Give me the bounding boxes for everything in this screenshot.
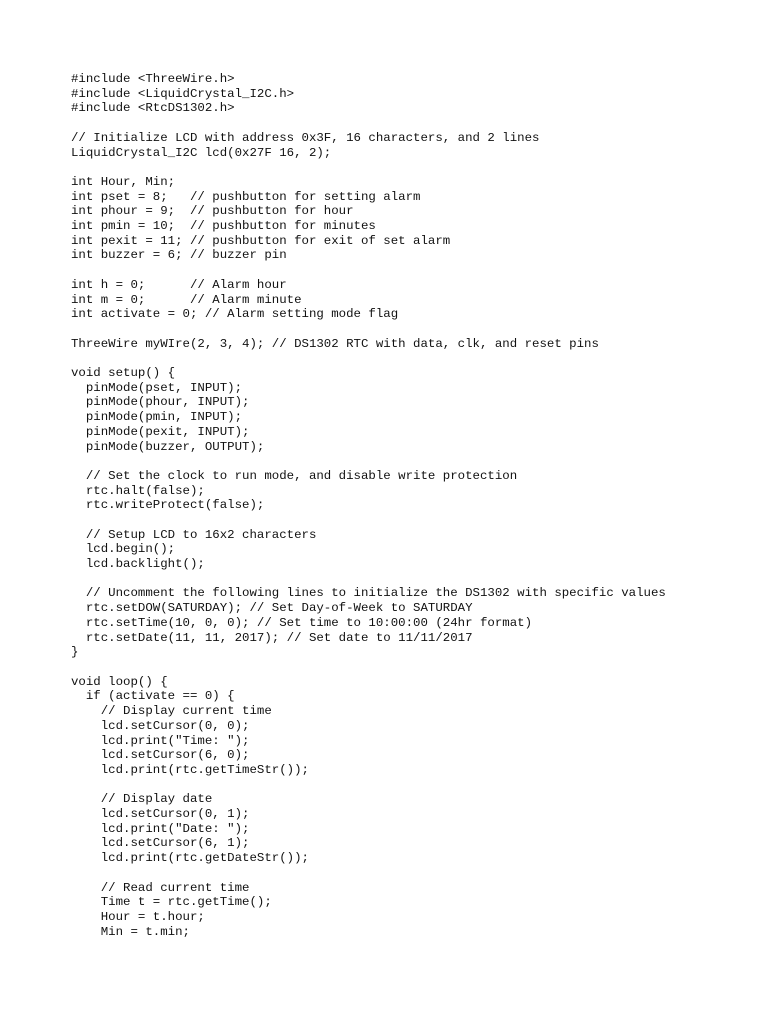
code-line: ThreeWire myWIre(2, 3, 4); // DS1302 RTC with data, clk, and reset pins bbox=[71, 336, 599, 351]
code-line: // Set the clock to run mode, and disable write protection bbox=[71, 468, 518, 483]
code-listing bbox=[71, 72, 666, 939]
code-line bbox=[71, 116, 666, 131]
code-line: // Uncomment the following lines to initialize the DS1302 with specific values bbox=[71, 586, 666, 601]
code-line: // Initialize LCD with address 0x3F, 16 characters, and 2 lines bbox=[71, 130, 540, 145]
code-line: // Display date bbox=[71, 792, 213, 807]
code-line: // Display current time bbox=[71, 704, 272, 719]
code-line: lcd.setCursor(0, 0); bbox=[71, 718, 250, 733]
code-line bbox=[71, 263, 666, 278]
code-line: if (activate == 0) { bbox=[71, 689, 235, 704]
code-line: rtc.setTime(10, 0, 0); // Set time to 10:00:00 (24hr format) bbox=[71, 615, 533, 630]
code-line: #include <RtcDS1302.h> bbox=[71, 101, 235, 116]
code-line: int activate = 0; // Alarm setting mode flag bbox=[71, 307, 399, 322]
code-line bbox=[71, 778, 666, 793]
code-line: int pmin = 10; // pushbutton for minutes bbox=[71, 219, 376, 233]
code-line: pinMode(phour, INPUT); bbox=[71, 395, 250, 410]
code-line: #include <ThreeWire.h> bbox=[71, 72, 235, 86]
code-line: lcd.print("Date: "); bbox=[71, 821, 250, 836]
code-line: pinMode(pexit, INPUT); bbox=[71, 424, 250, 439]
code-line: pinMode(buzzer, OUTPUT); bbox=[71, 439, 265, 454]
code-line bbox=[71, 160, 666, 175]
code-line: int Hour, Min; bbox=[71, 174, 176, 189]
code-line: Hour = t.hour; bbox=[71, 909, 205, 924]
code-line: lcd.print(rtc.getTimeStr()); bbox=[71, 762, 309, 777]
code-line bbox=[71, 572, 666, 587]
code-line: lcd.setCursor(6, 0); bbox=[71, 748, 250, 763]
code-line bbox=[71, 454, 666, 469]
code-line bbox=[71, 351, 666, 366]
code-line: } bbox=[71, 645, 79, 660]
code-line: int buzzer = 6; // buzzer pin bbox=[71, 248, 287, 263]
code-line bbox=[71, 513, 666, 528]
code-line: lcd.print(rtc.getDateStr()); bbox=[71, 851, 309, 866]
code-line: lcd.begin(); bbox=[71, 542, 176, 557]
code-line: lcd.setCursor(6, 1); bbox=[71, 836, 250, 851]
code-line: rtc.setDate(11, 11, 2017); // Set date to 11/11/2017 bbox=[71, 630, 473, 645]
code-line bbox=[71, 322, 666, 337]
code-line: pinMode(pset, INPUT); bbox=[71, 380, 243, 395]
code-line: // Setup LCD to 16x2 characters bbox=[71, 527, 317, 542]
code-line: pinMode(pmin, INPUT); bbox=[71, 410, 243, 425]
code-line: int pset = 8; // pushbutton for setting alarm bbox=[71, 189, 421, 204]
code-line bbox=[71, 660, 666, 675]
code-line: #include <LiquidCrystal_I2C.h> bbox=[71, 86, 295, 101]
code-line: int pexit = 11; // pushbutton for exit of set alarm bbox=[71, 233, 451, 248]
code-line: int phour = 9; // pushbutton for hour bbox=[71, 204, 354, 219]
code-line: lcd.backlight(); bbox=[71, 557, 205, 572]
code-line: Time t = rtc.getTime(); bbox=[71, 895, 272, 910]
code-line: // Read current time bbox=[71, 880, 250, 895]
code-line: rtc.halt(false); bbox=[71, 483, 205, 498]
code-line: int m = 0; // Alarm minute bbox=[71, 292, 302, 307]
code-line: int h = 0; // Alarm hour bbox=[71, 277, 287, 292]
code-line: void setup() { bbox=[71, 365, 176, 380]
code-line: LiquidCrystal_I2C lcd(0x27F 16, 2); bbox=[71, 145, 332, 160]
code-line: void loop() { bbox=[71, 674, 168, 689]
code-line: lcd.print("Time: "); bbox=[71, 733, 250, 748]
code-line: rtc.setDOW(SATURDAY); // Set Day-of-Week to SATURDAY bbox=[71, 601, 473, 616]
code-line: Min = t.min; bbox=[71, 924, 190, 939]
code-line: lcd.setCursor(0, 1); bbox=[71, 807, 250, 821]
code-line: rtc.writeProtect(false); bbox=[71, 498, 265, 513]
code-line bbox=[71, 866, 666, 881]
